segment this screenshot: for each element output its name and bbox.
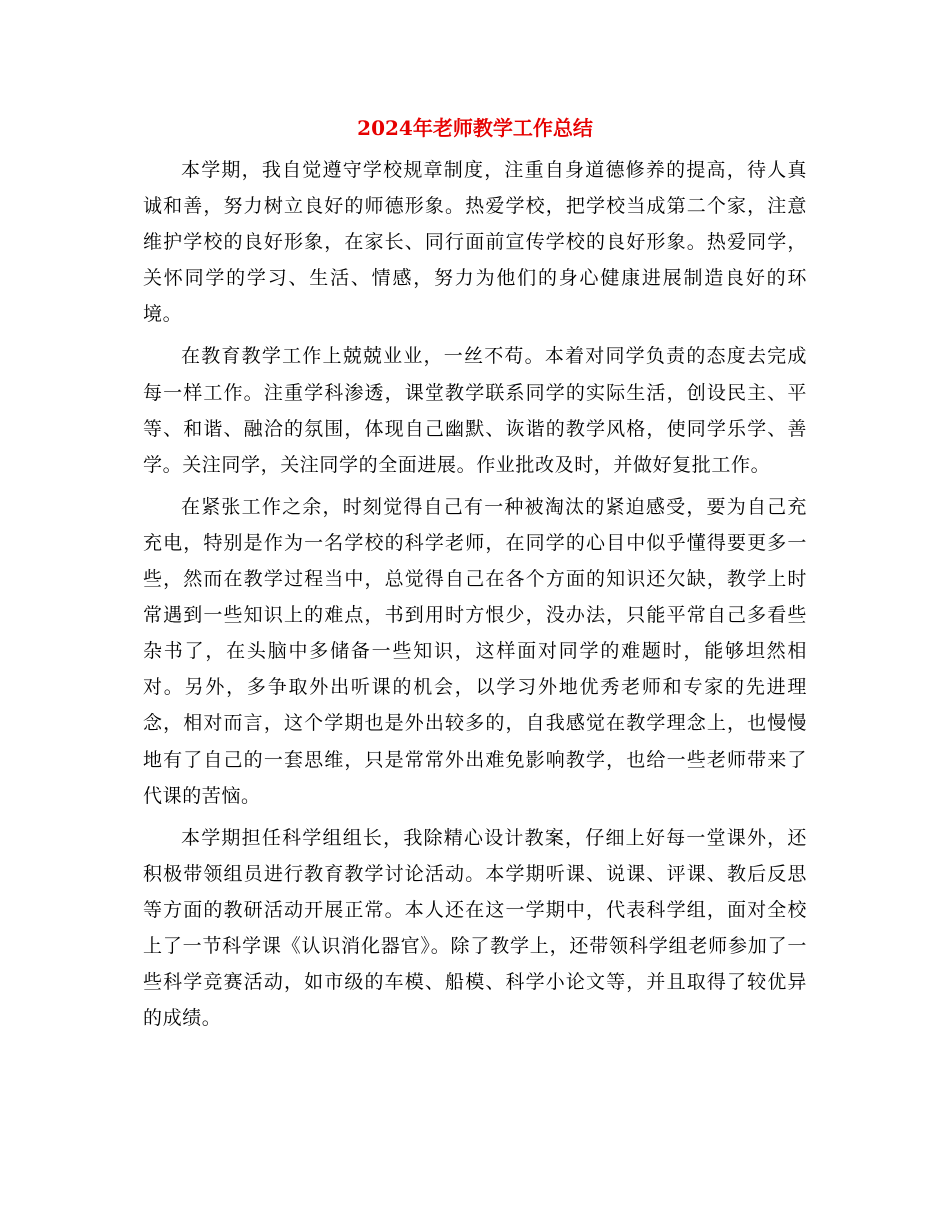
document-title: 2024年老师教学工作总结 <box>357 116 593 140</box>
document-body <box>143 152 807 1036</box>
paragraph-4: 本学期担任科学组组长，我除精心设计教案，仔细上好每一堂课外，还积极带领组员进行教育教学讨论活动。本学期听课、说课、评课、教后反思等方面的教研活动开展正常。本人还在这一学期中，代表科学组，面对全校上了一节科学课《认识消化器官》。除了教学上，还带领科学组老师参加了一些科学竞赛活动，如市级的车模、船模、科学小论文等，并且取得了较优异的成绩。 <box>143 826 807 1030</box>
paragraph-2: 在教育教学工作上兢兢业业，一丝不苟。本着对同学负责的态度去完成每一样工作。注重学科渗透，课堂教学联系同学的实际生活，创设民主、平等、和谐、融洽的氛围，体现自己幽默、诙谐的教学风格，使同学乐学、善学。关注同学，关注同学的全面进展。作业批改及时，并做好复批工作。 <box>143 345 807 476</box>
paragraph-3: 在紧张工作之余，时刻觉得自己有一种被淘汰的紧迫感受，要为自己充充电，特别是作为一名学校的科学老师，在同学的心目中似乎懂得要更多一些，然而在教学过程当中，总觉得自己在各个方面的知识还欠缺，教学上时常遇到一些知识上的难点，书到用时方恨少，没办法，只能平常自己多看些杂书了，在头脑中多储备一些知识，这样面对同学的难题时，能够坦然相对。另外，多争取外出听课的机会，以学习外地优秀老师和专家的先进理念，相对而言，这个学期也是外出较多的，自我感觉在教学理念上，也慢慢地有了自己的一套思维，只是常常外出难免影响教学，也给一些老师带来了代课的苦恼。 <box>143 495 807 807</box>
paragraph-1: 本学期，我自觉遵守学校规章制度，注重自身道德修养的提高，待人真诚和善，努力树立良好的师德形象。热爱学校，把学校当成第二个家，注意维护学校的良好形象，在家长、同行面前宣传学校的良好形象。热爱同学，关怀同学的学习、生活、情感，努力为他们的身心健康进展制造良好的环境。 <box>143 159 807 326</box>
